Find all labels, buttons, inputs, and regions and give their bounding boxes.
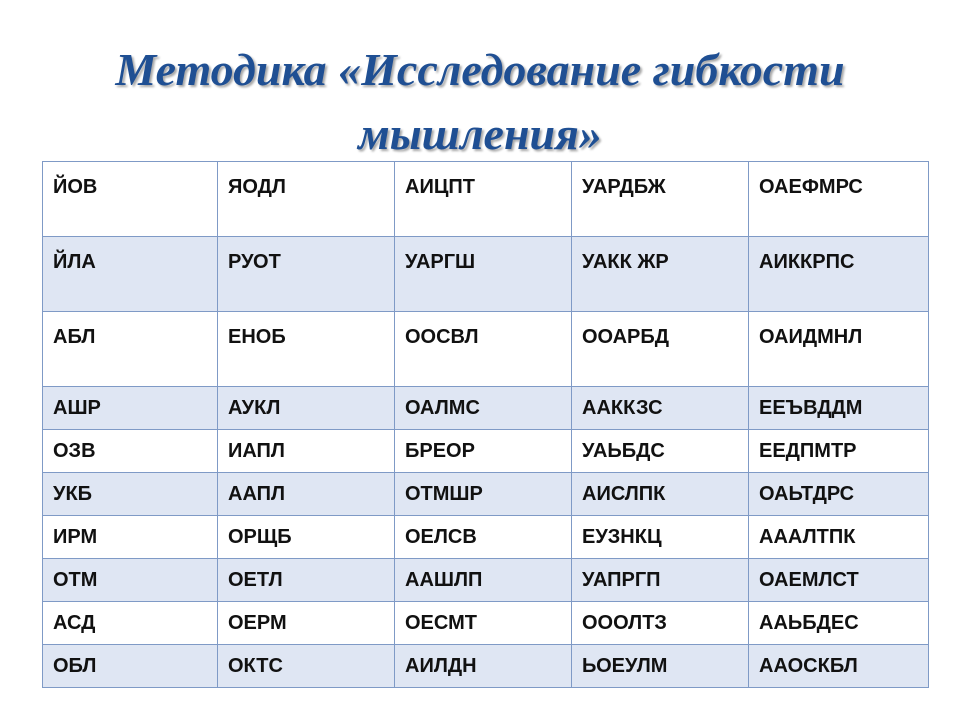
table-row <box>43 645 929 688</box>
table-cell: ОООЛТЗ <box>572 602 749 645</box>
table-cell: ААШЛП <box>395 559 572 602</box>
table-cell: ОАЬТДРС <box>749 473 929 516</box>
table-cell: ЕНОБ <box>218 312 395 387</box>
letter-table-body <box>43 162 929 688</box>
table-row <box>43 602 929 645</box>
table-row <box>43 312 929 387</box>
table-cell: ОЕСМТ <box>395 602 572 645</box>
table-cell: УАКК ЖР <box>572 237 749 312</box>
table-cell: ОЕТЛ <box>218 559 395 602</box>
table-row <box>43 516 929 559</box>
table-cell: ААККЗС <box>572 387 749 430</box>
table-cell: ОАЕМЛСТ <box>749 559 929 602</box>
table-cell: УКБ <box>43 473 218 516</box>
table-cell: АШР <box>43 387 218 430</box>
table-cell: АААЛТПК <box>749 516 929 559</box>
table-row <box>43 473 929 516</box>
table-cell: ИРМ <box>43 516 218 559</box>
table-cell: АБЛ <box>43 312 218 387</box>
table-cell: ОЕРМ <box>218 602 395 645</box>
table-cell: УАРГШ <box>395 237 572 312</box>
table-row <box>43 387 929 430</box>
table-cell: ЕЕЪВДДМ <box>749 387 929 430</box>
title-line-1: Методика «Исследование гибкости <box>115 44 845 95</box>
table-cell: АУКЛ <box>218 387 395 430</box>
table-cell: АИККРПС <box>749 237 929 312</box>
table-cell: АИСЛПК <box>572 473 749 516</box>
table-row <box>43 430 929 473</box>
table-cell: ОАЛМС <box>395 387 572 430</box>
slide-title <box>0 38 960 166</box>
table-cell: ОКТС <box>218 645 395 688</box>
table-cell: ОАИДМНЛ <box>749 312 929 387</box>
title-line-2: мышления» <box>358 108 602 159</box>
letter-table-container <box>42 161 928 688</box>
table-cell: ААЬБДЕС <box>749 602 929 645</box>
table-cell: УАРДБЖ <box>572 162 749 237</box>
table-cell: АСД <box>43 602 218 645</box>
table-cell: ОЕЛСВ <box>395 516 572 559</box>
table-cell: АИЦПТ <box>395 162 572 237</box>
table-cell: УАЬБДС <box>572 430 749 473</box>
table-cell: ЕЕДПМТР <box>749 430 929 473</box>
table-cell: ООСВЛ <box>395 312 572 387</box>
table-cell: УАПРГП <box>572 559 749 602</box>
table-cell: БРЕОР <box>395 430 572 473</box>
letter-table <box>42 161 929 688</box>
table-cell: РУОТ <box>218 237 395 312</box>
table-cell: ЕУЗНКЦ <box>572 516 749 559</box>
table-cell: ЙЛА <box>43 237 218 312</box>
table-row <box>43 162 929 237</box>
table-cell: ААПЛ <box>218 473 395 516</box>
table-row <box>43 559 929 602</box>
table-cell: ОАЕФМРС <box>749 162 929 237</box>
table-cell: ААОСКБЛ <box>749 645 929 688</box>
table-cell: ОРЩБ <box>218 516 395 559</box>
table-cell: ОТМШР <box>395 473 572 516</box>
table-cell: ООАРБД <box>572 312 749 387</box>
table-cell: ИАПЛ <box>218 430 395 473</box>
table-cell: ЙОВ <box>43 162 218 237</box>
table-row <box>43 237 929 312</box>
table-cell: ЬОЕУЛМ <box>572 645 749 688</box>
table-cell: ОЗВ <box>43 430 218 473</box>
table-cell: ЯОДЛ <box>218 162 395 237</box>
table-cell: ОБЛ <box>43 645 218 688</box>
table-cell: ОТМ <box>43 559 218 602</box>
table-cell: АИЛДН <box>395 645 572 688</box>
